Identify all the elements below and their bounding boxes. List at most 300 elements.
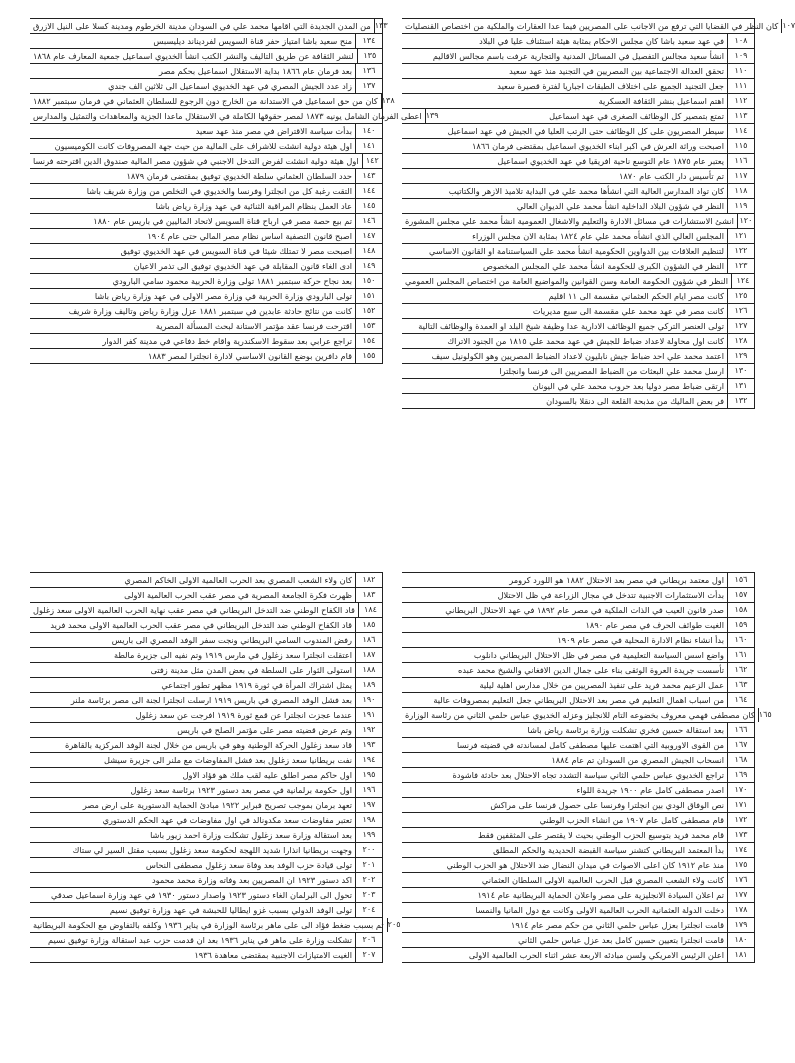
row-text: بدأت الاستثمارات الاجنبية تتدخل في مجال الزراعة في ظل الاحتلال (497, 590, 724, 600)
row-text: قامت انجلترا بعزل عباس حلمي الثاني من حكم مصر عام ١٩١٤ (510, 920, 724, 930)
row-text: قاد الكفاح الوطني ضد التدخل البريطاني في مصر عقب الحرب العالمية الاولى محمد فريد (50, 620, 352, 630)
row-number: ١٥٥ (355, 349, 382, 363)
row-number: ١٣٠ (727, 364, 754, 378)
table-row (402, 798, 754, 813)
table-row (402, 633, 754, 648)
row-number: ٢٠٦ (355, 933, 382, 947)
table-row (402, 693, 754, 708)
table-row (402, 768, 754, 783)
row-number: ١٨٢ (355, 573, 382, 587)
table-row (402, 139, 754, 154)
row-text: تعهد برمان بموجب تصريح فبراير ١٩٢٢ مبادئ الحماية الدستورية على ارض مصر (82, 800, 352, 810)
table-row (30, 244, 382, 259)
table-row (402, 873, 754, 888)
table-row (402, 229, 754, 244)
document-page-bottom (30, 572, 772, 1052)
row-number: ١٨٩ (355, 678, 382, 692)
row-text: منح سعيد باشا امتياز حفر قناة السويس لفرديناند ديليسبس (153, 36, 352, 46)
row-number: ١٢٧ (727, 319, 754, 333)
table-row (30, 588, 382, 603)
row-number: ١٦٠ (727, 633, 754, 647)
column-left (30, 18, 439, 364)
row-number: ١٩٠ (355, 693, 382, 707)
row-text: صدر قانون العيب في الذات الملكية في مصر عام ١٨٩٢ في عهد الاحتلال البريطاني (445, 605, 724, 615)
table-row (402, 199, 754, 214)
table-row (402, 154, 754, 169)
row-text: تشكلت وزارة على ماهر في يناير ١٩٣٦ بعد ان قدمت حزب عبد استقالة وزارة توفيق نسيم (48, 935, 352, 945)
table-row (402, 888, 754, 903)
row-number: ١١٢ (727, 94, 754, 108)
row-number: ١٧٥ (727, 858, 754, 872)
table-row (402, 289, 754, 304)
row-number: ١٩٩ (355, 828, 382, 842)
row-number: ١١٩ (727, 199, 754, 213)
table-row (30, 154, 382, 169)
table-row (402, 169, 754, 184)
table-row (30, 933, 382, 948)
row-text: كانت مصر في عهد محمد علي مقسمة الى سبع مديريات (532, 306, 724, 316)
row-text: وجهت بريطانيا انذارا شديد اللهجة لحكومة سعد زغلول بسبب مقتل السير لي ستاك (72, 845, 352, 855)
row-number: ١٦٧ (727, 738, 754, 752)
row-number: ٢٠٥ (387, 918, 401, 932)
row-text: اصبح قانون التصفية اساس نظام مصر المالي حتى عام ١٩٠٤ (147, 231, 352, 241)
table-row (402, 334, 754, 349)
row-number: ١٤١ (355, 139, 382, 153)
table-row (402, 572, 754, 588)
row-number: ١٥٨ (727, 603, 754, 617)
table-row (30, 124, 382, 139)
row-number: ١٩٧ (355, 798, 382, 812)
table-row (30, 79, 382, 94)
table-row (30, 693, 382, 708)
row-text: دخلت الدولة العثمانية الحرب العالمية الاولى وكانت مع دول المانيا والنمسا (475, 905, 724, 915)
document-page-top (30, 18, 795, 498)
row-number: ١٧٠ (727, 783, 754, 797)
table-row (30, 723, 382, 738)
row-text: يمثل اشتراك المرأة في ثورة ١٩١٩ مظهر تطور اجتماعي (161, 680, 352, 690)
row-number: ١٢٠ (737, 214, 754, 228)
row-number: ١١١ (727, 79, 754, 93)
row-number: ١٨١ (727, 948, 754, 962)
row-number: ١٥٣ (355, 319, 382, 333)
row-text: نص الوفاق الودي بين انجلترا وفرنسا على حصول فرنسا على مراكش (490, 800, 724, 810)
column-right (402, 18, 795, 409)
table-row (402, 379, 754, 394)
table-row (402, 304, 754, 319)
row-text: النظر في الشؤون الكبرى للحكومة انشأ محمد علي المجلس المخصوص (482, 261, 724, 271)
table-row (30, 49, 382, 64)
row-text: تم اعلان السيادة الانجليزية على مصر واعلان الحماية البريطانية عام ١٩١٤ (477, 890, 724, 900)
row-number: ١٢٦ (727, 304, 754, 318)
row-text: كان تواد المدارس العالية التي انشأها محمد علي في البداية تلاميذ الازهر والكتاتيب (448, 186, 724, 196)
table-row (402, 109, 754, 124)
row-number: ١٣٩ (425, 109, 439, 123)
table-row (402, 828, 754, 843)
table-row (402, 918, 754, 933)
table-row (30, 843, 382, 858)
table-row (30, 648, 382, 663)
row-number: ١٤٠ (355, 124, 382, 138)
row-text: اعتقلت انجلترا سعد زغلول في مارس ١٩١٩ وتم نفيه الى جزيرة مالطة (113, 650, 352, 660)
row-text: اعطى الفرمان الشامل يونيه ١٨٧٣ لمصر حقوقها الكاملة في الاستقلال ماعدا الجزية والمعاهدات والتمثيل والمدارس (33, 111, 422, 121)
row-text: النظر في شؤون الحكومة العامة وسن القوانين والمواضيع العامة من اختصاص المجلس العمومي (405, 276, 728, 286)
row-number: ١٢٥ (727, 289, 754, 303)
row-text: اصبحت مصر لا تمتلك شيئا في قناة السويس في عهد الخديوي توفيق (120, 246, 352, 256)
table-row (30, 738, 382, 753)
row-text: تم بسبب ضغط فؤاد الى على ماهر برئاسة الوزارة في يناير ١٩٣٦ وكلفه بالتفاوض مع الحكومة البريطانية (33, 920, 384, 930)
row-number: ١٥٠ (355, 274, 382, 288)
table-row (30, 618, 382, 633)
row-number: ١٥٦ (727, 573, 754, 587)
table-row (402, 184, 754, 199)
row-number: ١٤٧ (355, 229, 382, 243)
row-text: وتم عرض قضيته مصر على مؤتمر الصلح في باريس (177, 725, 352, 735)
row-text: منذ عام ١٩١٢ كان اعلى الاصوات في ميدان النضال ضد الاحتلال هو الحزب الوطني (446, 860, 724, 870)
table-row (402, 274, 754, 289)
table-row (402, 948, 754, 963)
table-row (30, 572, 382, 588)
table-row (30, 199, 382, 214)
row-number: ١٧١ (727, 798, 754, 812)
row-text: الغيت الامتيازات الاجنبية بمقتضى معاهدة ١٩٣٦ (194, 950, 352, 960)
row-number: ١٤٦ (355, 214, 382, 228)
table-row (30, 334, 382, 349)
row-number: ١٢١ (727, 229, 754, 243)
table-row (30, 34, 382, 49)
table-row (402, 903, 754, 918)
row-text: زاد عدد الجيش المصري في عهد الخديوي اسماعيل الى ثلاثين الف جندي (108, 81, 352, 91)
table-row (30, 349, 382, 364)
row-text: تولى البارودي وزارة الحربية في وزارة مصر الاولى في عهد وزارة رياض باشا (94, 291, 352, 301)
row-number: ١٦١ (727, 648, 754, 662)
row-text: ارسل محمد علي البعثات من الضباط المصريين الى فرنسا وانجلترا (499, 366, 724, 376)
row-text: بعد استقالة وزارة سعد زغلول تشكلت وزارة احمد زيور باشا (150, 830, 352, 840)
row-text: لنشر الثقافة عن طريق التاليف والنشر الكتب انشأ الخديوي اسماعيل جمعية المعارف عام ١٨٦٨ (33, 51, 354, 61)
table-row (402, 678, 754, 693)
row-number: ١٢٢ (727, 244, 754, 258)
row-text: استولى الثوار على السلطة في بعض المدن مثل مدينة زفتى (150, 665, 352, 675)
row-number: ١٢٩ (727, 349, 754, 363)
row-text: ارتقى ضباط مصر دوليا بعد حروب محمد علي في اليونان (532, 381, 724, 391)
row-text: بعد نجاح حركة سبتمبر ١٨٨١ تولى وزارة الحربية محمود سامي البارودي (112, 276, 352, 286)
table-row (30, 94, 395, 109)
row-number: ١٩٨ (355, 813, 382, 827)
row-number: ١٧٨ (727, 903, 754, 917)
row-text: بعد فشل الوفد المصري في باريس ١٩١٩ ارسلت انجلترا لجنة الى مصر برئاسة ملنر (70, 695, 352, 705)
row-number: ١٩١ (355, 708, 382, 722)
row-text: بعد فرمان عام ١٨٦٦ بداية الاستقلال اسماعيل بحكم مصر (159, 66, 352, 76)
row-text: قامت انجلترا بتعيين حسين كامل بعد عزل عباس حلمي الثاني (518, 935, 724, 945)
table-row (30, 708, 382, 723)
table-row (30, 678, 382, 693)
table-row (402, 933, 754, 948)
row-number: ١٧٩ (727, 918, 754, 932)
row-number: ١٢٣ (727, 259, 754, 273)
table-row (402, 394, 754, 409)
row-number: ١٧٢ (727, 813, 754, 827)
row-number: ١٢٨ (727, 334, 754, 348)
row-number: ١٥٢ (355, 304, 382, 318)
table-row (30, 229, 382, 244)
row-number: ١٦٦ (727, 723, 754, 737)
table-row (402, 259, 754, 274)
table-row (30, 289, 382, 304)
table-row (402, 663, 754, 678)
row-number: ١٧٣ (727, 828, 754, 842)
table-row (402, 753, 754, 768)
table-row (402, 364, 754, 379)
row-number: ١١٤ (727, 124, 754, 138)
table-row (30, 918, 401, 933)
row-text: واضع اسس السياسة التعليمية في مصر في ظل الاحتلال البريطاني دانلوب (473, 650, 724, 660)
row-text: لتنظيم العلاقات بين الدواوين الحكومية انشأ محمد علي السياستنامة او القانون الاساسي (429, 246, 724, 256)
row-number: ١٨٧ (355, 648, 382, 662)
table-row (402, 708, 772, 723)
row-number: ١٥٧ (727, 588, 754, 602)
row-number: ١٦٣ (727, 678, 754, 692)
table-row (402, 34, 754, 49)
row-text: تحول الى البرلمان الغاء دستور ١٩٢٣ واصدار دستور ١٩٣٠ في عهد وزارة اسماعيل صدقي (51, 890, 352, 900)
row-number: ١٧٤ (727, 843, 754, 857)
row-number: ١٩٤ (355, 753, 382, 767)
row-text: كانت مصر ايام الحكم العثماني مقسمة الى ١١ اقليم (548, 291, 724, 301)
table-row (402, 783, 754, 798)
table-row (30, 753, 382, 768)
row-text: قام مصطفى كامل عام ١٩٠٧ من انشاء الحزب الوطني (539, 815, 724, 825)
table-row (30, 169, 382, 184)
row-text: ادى الغاء قانون المقابلة في عهد الخديوي توفيق الى تذمر الاعيان (133, 261, 352, 271)
column-right (402, 572, 772, 963)
row-text: كان من حق اسماعيل في الاستدانة من الخارج دون الرجوع للسلطان العثماني في فرمان سبتمبر ١٨٨٢ (33, 96, 378, 106)
table-row (30, 64, 382, 79)
table-row (30, 214, 382, 229)
table-row (30, 888, 382, 903)
row-number: ٢٠٢ (355, 873, 382, 887)
table-row (30, 798, 382, 813)
row-text: من المدن الجديدة التي اقامها محمد علي في السودان مدينة الخرطوم ومدينة كسلا على النيل الازرق (33, 21, 371, 31)
row-number: ١٩٥ (355, 768, 382, 782)
row-number: ١١٣ (727, 109, 754, 123)
table-row (402, 18, 795, 34)
row-number: ١٣٦ (355, 64, 382, 78)
row-number: ١٤٥ (355, 199, 382, 213)
row-number: ١٣٢ (727, 394, 754, 408)
table-row (402, 723, 754, 738)
table-row (30, 858, 382, 873)
row-number: ١٨٦ (355, 633, 382, 647)
row-number: ١٦٩ (727, 768, 754, 782)
row-text: كان النظر في القضايا التي ترفع من الاجانب على المصريين فيما عدا العقارات والملكية من اختصاص القنصليات (405, 21, 779, 31)
row-number: ١٣٣ (374, 19, 388, 33)
table-row (402, 244, 754, 259)
table-row (30, 259, 382, 274)
table-row (402, 94, 754, 109)
row-text: اكد دستور ١٩٢٣ ان المصريين بعد وفاته وزارة محمد محمود (151, 875, 352, 885)
row-text: تراجع عرابي بعد سقوط الاسكندرية واقام خط دفاعي في مدينة كفر الدوار (102, 336, 352, 346)
row-number: ٢٠٤ (355, 903, 382, 917)
row-number: ١١٦ (727, 154, 754, 168)
table-row (30, 633, 382, 648)
row-text: حدد السلطان العثماني سلطة الخديوي توفيق بمقتضى فرمان ١٨٧٩ (126, 171, 352, 181)
row-number: ١٠٧ (781, 19, 795, 33)
row-number: ١٦٥ (758, 708, 772, 722)
row-number: ٢٠٣ (355, 888, 382, 902)
row-text: اول هيئة دولية انشئت لفرض التدخل الاجنبي في شؤون مصر المالية صندوق الدين اقترحته فرنسا (33, 156, 359, 166)
row-number: ١٤٩ (355, 259, 382, 273)
row-text: تراجع الخديوي عباس حلمي الثاني سياسة التشدد تجاه الاحتلال بعد حادثة فاشودة (452, 770, 724, 780)
row-text: نفت بريطانيا سعد زغلول بعد فشل المفاوضات مع ملنر الى جزيرة سيشل (104, 755, 352, 765)
row-text: انسحاب الجيش المصري من السودان تم عام ١٨٨٤ (551, 755, 724, 765)
row-text: قاد سعد زغلول الحركة الوطنية وهو في باريس من خلال لجنة الوفد المركزية بالقاهرة (64, 740, 352, 750)
row-number: ١٨٨ (355, 663, 382, 677)
row-text: اعتمد محمد علي احد ضباط جيش نابليون لاعداد الضباط المصريين وهو الكولونيل سيف (431, 351, 724, 361)
row-text: كانت من نتائج حادثة عابدين في سبتمبر ١٨٨١ عزل وزارة رياض وتاليف وزارة شريف (68, 306, 352, 316)
row-text: اول معتمد بريطاني في مصر بعد الاحتلال ١٨٨٢ هو اللورد كرومر (509, 575, 724, 585)
row-text: تولى العنصر التركي جميع الوظائف الادارية عدا وظيفة شيخ البلد او العمدة والوظائف التالية (418, 321, 724, 331)
row-text: بدأ انشاء نظام الادارة المحلية في مصر عام ١٩٠٩ (557, 635, 724, 645)
table-row (30, 109, 439, 124)
row-text: كان ولاء الشعب المصري بعد الحرب العالمية الاولى الخاكم المصري (124, 575, 352, 585)
row-text: تم بيع حصة مصر في ارباح قناة السويس لاتحاد الماليين في باريس عام ١٨٨٠ (93, 216, 352, 226)
row-text: اهتم اسماعيل بنشر الثقافة العسكرية (598, 96, 724, 106)
table-row (402, 319, 754, 334)
row-number: ٢٠٧ (355, 948, 382, 962)
row-number: ١٠٩ (727, 49, 754, 63)
row-number: ١٣٤ (355, 34, 382, 48)
row-text: كان مصطفى فهمي معروف بخضوعه التام للانجليز وعزله الخديوي عباس حلمي الثاني من رئاسة الوزارة (405, 710, 755, 720)
row-number: ١٣٧ (355, 79, 382, 93)
table-row (402, 738, 754, 753)
table-row (402, 49, 754, 64)
row-text: عمل الزعيم محمد فريد على تنفيذ المصريين من خلال مدارس اهلية ليلية (479, 680, 724, 690)
page-gap (0, 520, 770, 560)
row-number: ١٤٤ (355, 184, 382, 198)
table-row (402, 64, 754, 79)
row-number: ١٦٢ (727, 663, 754, 677)
row-number: ١١٧ (727, 169, 754, 183)
row-text: المجلس العالي الذي انشأه محمد علي عام ١٨٢٤ بمثابة الان مجلس الوزراء (472, 231, 724, 241)
row-text: تمتع بتمصير كل الوظائف الصغرى في عهد اسماعيل (549, 111, 724, 121)
table-row (402, 618, 754, 633)
row-text: اقترحت فرنسا عقد مؤتمر الاستانة لبحث المسألة المصرية (155, 321, 352, 331)
row-text: تأسست جريدة العروة الوثقى بناء على جمال الدين الافغاني والشيخ محمد عبده (458, 665, 724, 675)
row-number: ١٥٩ (727, 618, 754, 632)
table-row (402, 214, 754, 229)
row-number: ١٩٣ (355, 738, 382, 752)
table-row (402, 648, 754, 663)
table-row (30, 663, 382, 678)
row-number: ١٣١ (727, 379, 754, 393)
row-text: تحقق العدالة الاجتماعية بين المصريين في التجنيد منذ عهد سعيد (509, 66, 724, 76)
row-text: اول هيئة دولية انشئت للاشراف على المالية من حيث جهة المصروفات كانت الكوميسيون (54, 141, 352, 151)
row-text: ظهرت فكرة الجامعة المصرية في مصر عقب الحرب العالمية الاولى (124, 590, 352, 600)
row-text: انشأ سعيد مجالس التفصيل في المسائل المدنية والتجارية عرفت باسم مجالس الاقاليم (432, 51, 724, 61)
row-number: ١٥١ (355, 289, 382, 303)
row-text: عندما عجزت انجلترا عن قمع ثورة ١٩١٩ افرجت عن سعد زغلول (135, 710, 352, 720)
table-row (30, 18, 388, 34)
table-row (30, 903, 382, 918)
row-number: ١١٥ (727, 139, 754, 153)
table-row (402, 124, 754, 139)
row-text: التقت رغبة كل من انجلترا وفرنسا والخديوي في التخلص من وزارة شريف باشا (86, 186, 352, 196)
row-text: كانت اول محاولة لاعداد ضباط للجيش في عهد محمد علي ١٨١٥ من الجنود الاتراك (447, 336, 724, 346)
table-row (30, 139, 382, 154)
row-number: ٢٠٠ (355, 843, 382, 857)
table-row (402, 813, 754, 828)
table-row (30, 274, 382, 289)
row-number: ١٣٥ (357, 49, 382, 63)
row-text: اصدر مصطفى كامل عام ١٩٠٠ جريدة اللواء (576, 785, 724, 795)
row-number: ١٩٦ (355, 783, 382, 797)
row-text: يعتبر عام ١٨٧٥ عام التوسع ناحية افريقيا في عهد الخديوي اسماعيل (497, 156, 724, 166)
table-row (30, 768, 382, 783)
table-row (30, 184, 382, 199)
row-number: ١١٠ (727, 64, 754, 78)
row-text: قام محمد فريد بتوسيع الحزب الوطني بحيث لا يقتصر على المثقفين فقط (477, 830, 724, 840)
row-text: عاد العمل بنظام المراقبة الثنائية في عهد وزارة رياض باشا (155, 201, 352, 211)
row-text: الغيت طوائف الحرف في مصر عام ١٨٩٠ (585, 620, 724, 630)
row-text: تعتبر مفاوضات سعد مكدونالد في اول مفاوضات في عهد الحكم الدستوري (102, 815, 352, 825)
row-text: فر بعض الماليك من مذبحة القلعة الى دنقلا بالسودان (546, 396, 724, 406)
row-number: ١٣٨ (381, 94, 395, 108)
row-text: قام دافرين بوضع القانون الاساسي لادارة انجلترا لمصر ١٨٨٣ (148, 351, 352, 361)
row-number: ١٨٣ (355, 588, 382, 602)
table-row (402, 349, 754, 364)
row-text: في عهد سعيد باشا كان مجلس الاحكام بمثابة هيئة استئناف عليا في البلاد (479, 36, 724, 46)
row-number: ١٨٠ (727, 933, 754, 947)
table-row (30, 948, 382, 963)
row-number: ١٧٦ (727, 873, 754, 887)
row-text: قاد الكفاح الوطني ضد التدخل البريطاني في مصر عقب نهاية الحرب العالمية الاولى سعد زغلول (33, 605, 355, 615)
row-number: ٢٠١ (355, 858, 382, 872)
row-number: ١٤٨ (355, 244, 382, 258)
row-number: ١٩٢ (355, 723, 382, 737)
row-text: النظر في شؤون البلاد الداخلية انشأ محمد علي الديوان العالي (516, 201, 724, 211)
row-number: ١٢٤ (731, 274, 754, 288)
table-row (30, 319, 382, 334)
row-text: اول حاكم مصر اطلق عليه لقب ملك هو فؤاد الاول (182, 770, 352, 780)
row-text: اول حكومة برلمانية في مصر بعد دستور ١٩٢٣ برئاسة سعد زغلول (130, 785, 352, 795)
column-left (30, 572, 401, 963)
row-number: ١٤٣ (355, 169, 382, 183)
row-number: ١١٨ (727, 184, 754, 198)
table-row (402, 858, 754, 873)
row-text: اعلن الرئيس الامريكي ولسن مبادئه الاربعة عشر اثناء الحرب العالمية الاولى (468, 950, 724, 960)
table-row (30, 603, 382, 618)
table-row (402, 79, 754, 94)
row-text: من القوى الاوروبية التي اهتمت عليها مصطفى كامل لمساندته في قضيته فرنسا (457, 740, 724, 750)
row-text: بدأ المعتمد البريطاني كتشنر سياسة القبضة الحديدية والحكم المطلق (493, 845, 724, 855)
table-row (30, 304, 382, 319)
row-number: ١٦٤ (727, 693, 754, 707)
row-number: ١٤٢ (362, 154, 382, 168)
row-text: رفض المندوب السامي البريطاني ونجت سفر الوفد المصري الى باريس (111, 635, 352, 645)
table-row (402, 588, 754, 603)
row-number: ١٥٤ (355, 334, 382, 348)
table-row (402, 843, 754, 858)
row-text: تم تأسيس دار الكتب عام ١٨٧٠ (618, 171, 724, 181)
row-text: بعد استقالة حسين فخري تشكلت وزارة برئاسة رياض باشا (527, 725, 724, 735)
table-row (30, 813, 382, 828)
row-number: ١٨٤ (358, 603, 382, 617)
table-row (30, 873, 382, 888)
row-text: اصبحت وراثة العرش في اكبر ابناء الخديوي اسماعيل بمقتضى فرمان ١٨٦٦ (471, 141, 724, 151)
row-text: تولى الوفد الدولي بسبب غزو ايطاليا للحبشة في عهد وزارة توفيق نسيم (109, 905, 352, 915)
row-number: ١٠٨ (727, 34, 754, 48)
row-text: جعل التجنيد الجميع على اختلاف الطبقات اجباريا لفترة قصيرة سعيد (497, 81, 724, 91)
table-row (30, 828, 382, 843)
row-text: من اسباب اهمال التعليم في مصر بعد الاحتلال البريطاني جعل التعليم بمصروفات عالية (433, 695, 724, 705)
